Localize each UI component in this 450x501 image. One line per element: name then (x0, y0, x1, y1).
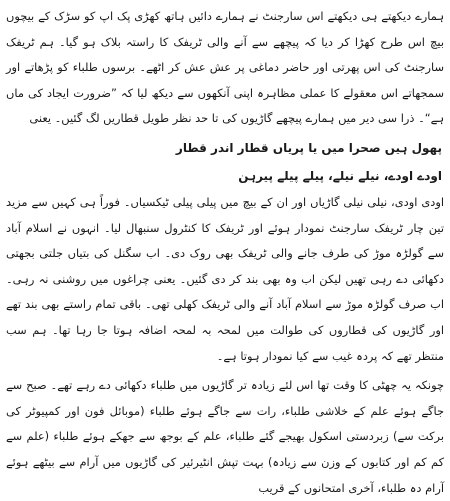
verse-line-2: اودے اودے، نیلے نیلے، پیلے پیلے پیرہن (238, 168, 442, 183)
paragraph-opening: ہمارے دیکھتے ہی دیکھتے اس سارجنٹ نے ہمارے دائیں ہاتھ کھڑی پک اپ کو سڑک کے بیچوں بیچ اس طرح کھڑا کر دیا کہ پیچھے سے آنے والی ٹریفک کا راستہ بلاک ہو گیا۔ ہم ٹریفک سارجنٹ کی اس پھرتی اور حاضر دماغی پر عش عش کر اٹھے۔ برسوں طلباء کو پڑھاتے اور سمجھاتے اس معقولے کا عملی مظاہرہ اپنی آنکھوں سے دیکھ لیا کہ ”ضرورت ایجاد کی ماں ہے“۔ ذرا سی دیر میں ہمارے پیچھے گاڑیوں کی تا حد نظر طویل قطاریں لگ گئیں۔ یعنی (6, 9, 444, 126)
paragraph-traffic: اودی اودی، نیلی نیلی گاڑیاں اور ان کے بیچ میں پیلی پیلی ٹیکسیاں۔ فوراً ہی کہیں سے مزید تین چار ٹریفک سارجنٹ نمودار ہوئے اور ٹریفک کا کنٹرول سنبھال لیا۔ انہوں نے اسلام آباد سے گولڑہ موڑ کی طرف جانے والی ٹریفک بھی روک دی۔ اب سگنل کی بتیاں جلتی بجھتی دکھائی دے رہی تھیں لیکن اب وہ بھی بند کر دی گئیں۔ یعنی چراغوں میں روشنی نہ رہی۔ اب صرف گولڑہ موڑ سے اسلام آباد آنے والی ٹریفک کھلی تھی۔ باقی تمام راستے بھی بند تھے اور گاڑیوں کی قطاروں کی طوالت میں لمحہ بہ لمحہ اضافہ ہوتا جا رہا تھا۔ ہم سب منتظر تھے کہ پردہ غیب سے کیا نمودار ہوتا ہے۔ (6, 194, 444, 363)
verse-line-1: پھول ہیں صحرا میں یا پریاں قطار اندر قطار (175, 140, 442, 155)
paragraph-students: چونکہ یہ چھٹی کا وقت تھا اس لئے زیادہ تر گاڑیوں میں طلباء دکھائی دے رہے تھے۔ صبح سے جاگے ہوئے علم کے خلاشی طلباء، رات سے جاگے ہوئے طلباء (موبائل فون اور کمپیوٹر کی برکت سے) زبردستی اسکول بھیجے گئے طلباء، علم کے بوجھ سے جھکے ہوئے طلباء (علم سے کم کم اور کتابوں کے وزن سے زیادہ) بہت تپش انٹیرئیر کی گاڑیوں میں آرام سے بیٹھے ہوئے آرام دہ طلباء، آخری امتحانوں کے قریب (6, 378, 444, 495)
